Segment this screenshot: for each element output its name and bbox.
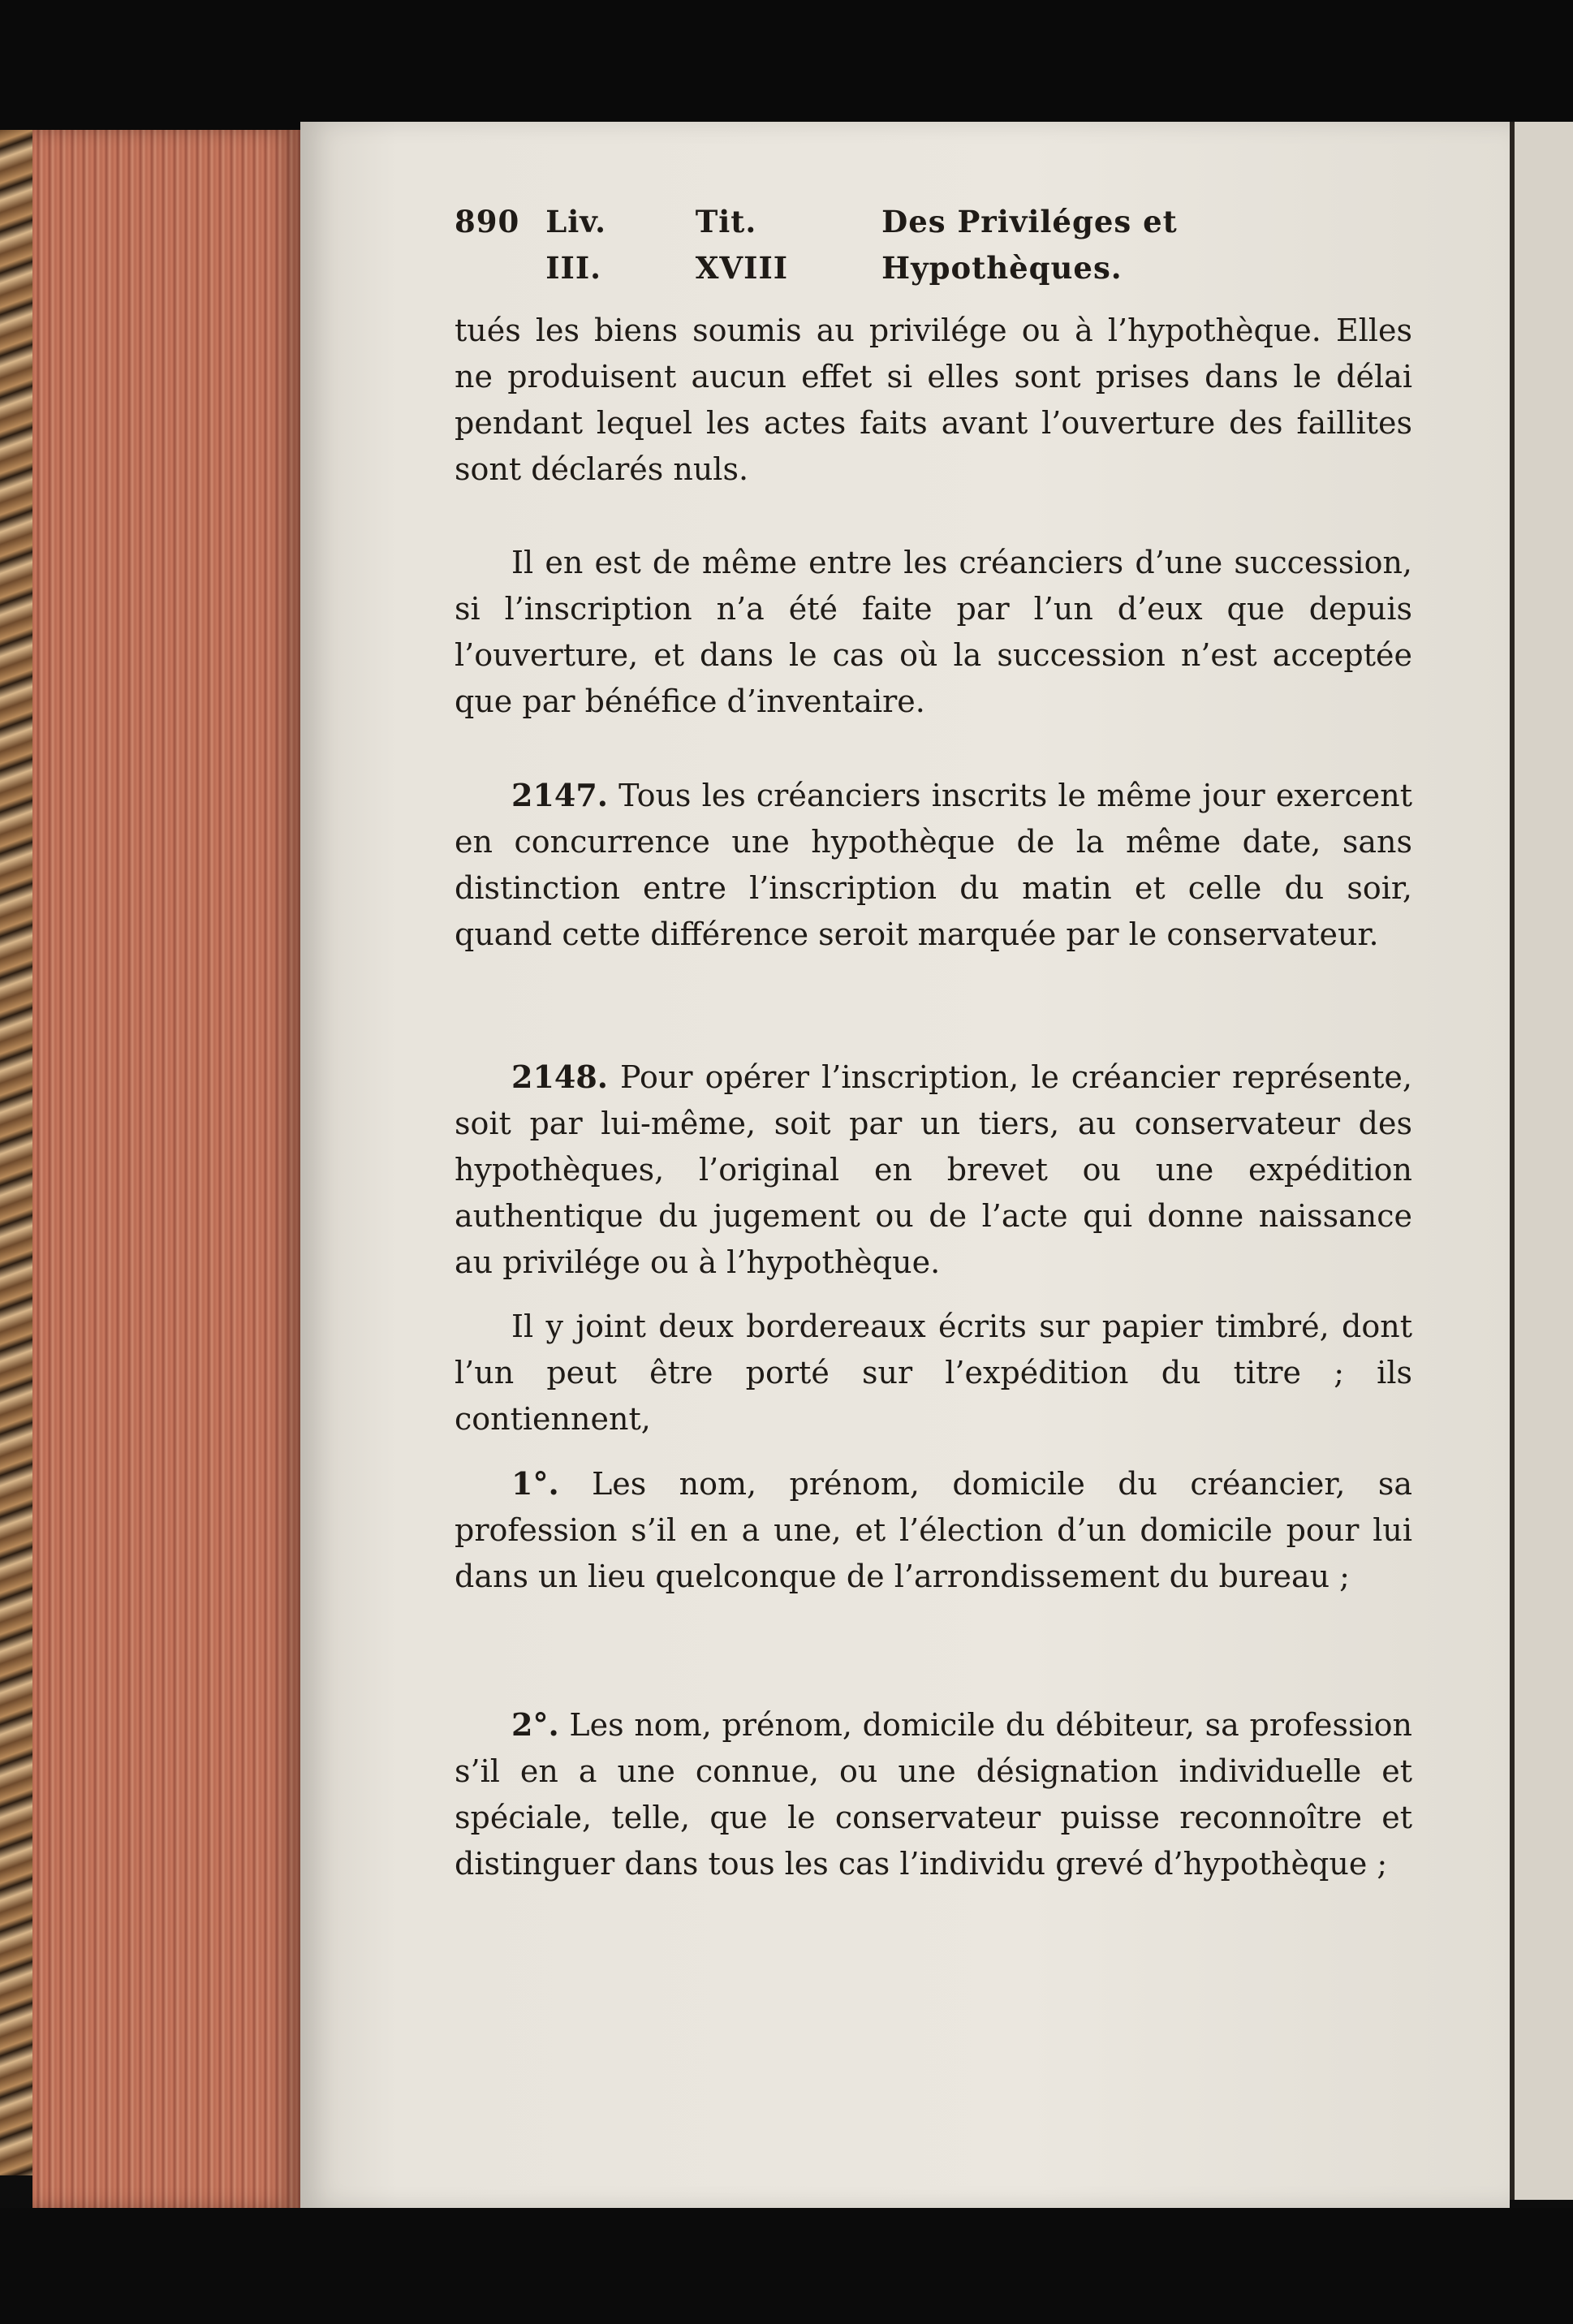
item-number: 2°. bbox=[511, 1706, 559, 1743]
book-spine-marbled bbox=[0, 130, 32, 2175]
article-number: 2148. bbox=[511, 1059, 608, 1095]
article-number: 2147. bbox=[511, 777, 608, 813]
next-page-edge bbox=[1510, 122, 1573, 2200]
running-head bbox=[455, 199, 1412, 291]
page-text bbox=[455, 199, 1412, 1887]
paragraph: tués les biens soumis au privilége ou à l’hypothèque. Elles ne produisent aucun effet si elles sont prises dans le délai pendant lequel les actes faits avant l’ouverture des faillites sont déclarés nuls. bbox=[455, 313, 1412, 487]
background-top bbox=[0, 0, 1573, 130]
paragraph: Il y joint deux bordereaux écrits sur papier timbré, dont l’un peut être porté sur l’expédition du titre ; ils contiennent, bbox=[455, 1309, 1412, 1437]
book-page bbox=[300, 122, 1510, 2208]
section-title: Des Priviléges et Hypothèques. bbox=[881, 204, 1178, 286]
paragraph: Il en est de même entre les créanciers d’une succession, si l’inscription n’a été faite par l’un d’eux que depuis l’ouverture, et dans le cas où la succession n’est acceptée que par bénéfice d’inventaire. bbox=[455, 545, 1412, 719]
article-2147: 2147. Tous les créanciers inscrits le même jour exercent en concurrence une hypothèque de la même date, sans distinction entre l’inscription du matin et celle du soir, quand cette différence seroit marquée par le conservateur. bbox=[455, 777, 1412, 952]
list-item: 1°. Les nom, prénom, domicile du créancier, sa profession s’il en a une, et l’élection d’un domicile pour lui dans un lieu quelconque de l’arrondissement du bureau ; bbox=[455, 1465, 1412, 1594]
book-ref: Liv. III. bbox=[545, 204, 606, 286]
article-2148: 2148. Pour opérer l’inscription, le créancier représente, soit par lui-même, soit par un tiers, au conservateur des hypothèques, l’original en brevet ou une expédition authentique du jugement ou de l’acte qui donne naissance au privilége ou à l’hypothèque. bbox=[455, 1059, 1412, 1280]
background-bottom bbox=[0, 2208, 1573, 2324]
item-number: 1°. bbox=[511, 1465, 559, 1502]
title-ref: Tit. XVIII bbox=[695, 204, 789, 286]
page-edges bbox=[32, 130, 304, 2208]
page-number: 890 bbox=[455, 204, 520, 239]
list-item: 2°. Les nom, prénom, domicile du débiteur, sa profession s’il en a une connue, ou une désignation individuelle et spéciale, telle, que le conservateur puisse reconnoître et distinguer dans tous les cas l’individu grevé d’hypothèque ; bbox=[455, 1706, 1412, 1882]
